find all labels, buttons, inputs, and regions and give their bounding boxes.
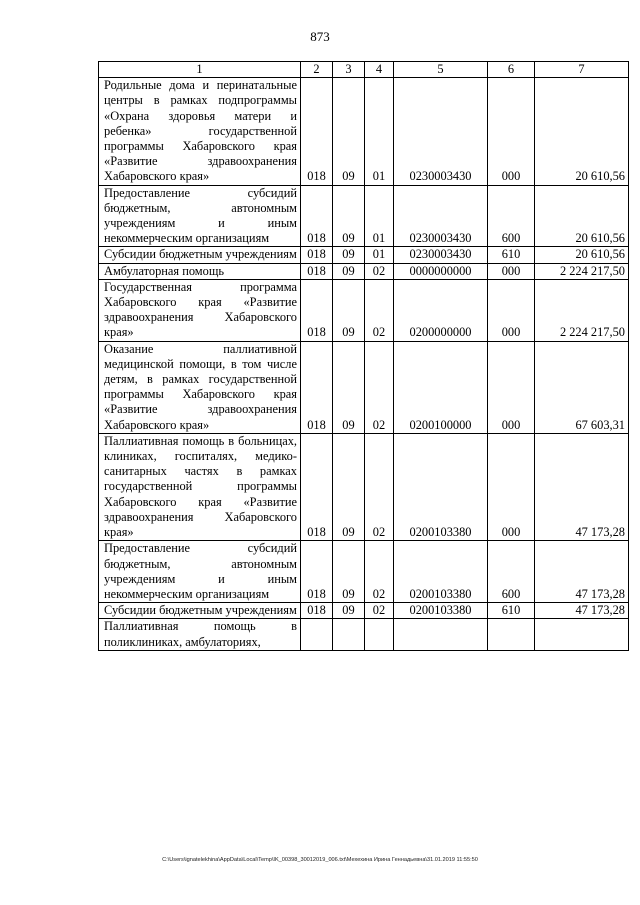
expense-type-cell: 600 bbox=[488, 541, 535, 603]
section-code-cell: 09 bbox=[333, 247, 365, 263]
row-name-cell: Субсидии бюджетным учреждениям bbox=[99, 247, 301, 263]
amount-cell: 47 173,28 bbox=[535, 433, 629, 540]
ministry-code-cell: 018 bbox=[301, 541, 333, 603]
column-header: 2 bbox=[301, 62, 333, 78]
target-article-cell: 0200103380 bbox=[394, 541, 488, 603]
expense-type-cell: 610 bbox=[488, 603, 535, 619]
table-row bbox=[99, 541, 629, 603]
row-name-cell: Амбулаторная помощь bbox=[99, 263, 301, 279]
section-code-cell: 09 bbox=[333, 263, 365, 279]
target-article-cell: 0200103380 bbox=[394, 433, 488, 540]
ministry-code-cell: 018 bbox=[301, 279, 333, 341]
expense-type-cell: 000 bbox=[488, 279, 535, 341]
target-article-cell: 0000000000 bbox=[394, 263, 488, 279]
row-name-cell: Паллиативная помощь в больницах, клиниках, госпиталях, медико-санитарных частях в рамках государственной программы Хабаровского края «Развитие здравоохранения Хабаровского края» bbox=[99, 433, 301, 540]
subsection-code-cell: 02 bbox=[365, 279, 394, 341]
section-code-cell: 09 bbox=[333, 78, 365, 185]
expense-type-cell: 610 bbox=[488, 247, 535, 263]
table-row bbox=[99, 78, 629, 185]
expense-type-cell: 000 bbox=[488, 78, 535, 185]
target-article-cell: 0230003430 bbox=[394, 247, 488, 263]
file-path-footer: C:\Users\ignatelekhina\AppData\Local\Temp\IK_00398_30012019_006.txt\Мехехина Ирина Геннадьевна\31.01.2019 11:55:50 bbox=[162, 857, 478, 863]
table-row bbox=[99, 619, 629, 650]
subsection-code-cell: 01 bbox=[365, 185, 394, 247]
row-name-cell: Субсидии бюджетным учреждениям bbox=[99, 603, 301, 619]
table-row bbox=[99, 279, 629, 341]
column-header: 4 bbox=[365, 62, 394, 78]
table-row bbox=[99, 433, 629, 540]
section-code-cell bbox=[333, 619, 365, 650]
amount-cell: 2 224 217,50 bbox=[535, 279, 629, 341]
target-article-cell bbox=[394, 619, 488, 650]
table-row bbox=[99, 341, 629, 433]
header-row bbox=[99, 62, 629, 78]
row-name-cell: Паллиативная помощь в поликлиниках, амбулаториях, bbox=[99, 619, 301, 650]
target-article-cell: 0200100000 bbox=[394, 341, 488, 433]
ministry-code-cell: 018 bbox=[301, 433, 333, 540]
target-article-cell: 0200103380 bbox=[394, 603, 488, 619]
target-article-cell: 0230003430 bbox=[394, 185, 488, 247]
column-header: 7 bbox=[535, 62, 629, 78]
ministry-code-cell: 018 bbox=[301, 603, 333, 619]
ministry-code-cell bbox=[301, 619, 333, 650]
amount-cell: 20 610,56 bbox=[535, 247, 629, 263]
column-header: 6 bbox=[488, 62, 535, 78]
row-name-cell: Предоставление субсидий бюджетным, автономным учреждениям и иным некоммерческим организациям bbox=[99, 185, 301, 247]
page-number: 873 bbox=[310, 29, 330, 44]
expense-type-cell: 000 bbox=[488, 433, 535, 540]
table-row bbox=[99, 185, 629, 247]
ministry-code-cell: 018 bbox=[301, 341, 333, 433]
subsection-code-cell: 02 bbox=[365, 263, 394, 279]
amount-cell: 20 610,56 bbox=[535, 185, 629, 247]
ministry-code-cell: 018 bbox=[301, 247, 333, 263]
table-row bbox=[99, 263, 629, 279]
ministry-code-cell: 018 bbox=[301, 263, 333, 279]
column-header: 1 bbox=[99, 62, 301, 78]
subsection-code-cell: 01 bbox=[365, 247, 394, 263]
table-row bbox=[99, 247, 629, 263]
column-header: 3 bbox=[333, 62, 365, 78]
column-header: 5 bbox=[394, 62, 488, 78]
expense-type-cell: 000 bbox=[488, 341, 535, 433]
section-code-cell: 09 bbox=[333, 541, 365, 603]
subsection-code-cell: 02 bbox=[365, 603, 394, 619]
section-code-cell: 09 bbox=[333, 433, 365, 540]
ministry-code-cell: 018 bbox=[301, 185, 333, 247]
expense-type-cell: 000 bbox=[488, 263, 535, 279]
row-name-cell: Родильные дома и перинатальные центры в рамках подпрограммы «Охрана здоровья матери и ребенка» государственной программы Хабаровского края «Развитие здравоохранения Хабаровского края» bbox=[99, 78, 301, 185]
amount-cell: 2 224 217,50 bbox=[535, 263, 629, 279]
subsection-code-cell: 02 bbox=[365, 541, 394, 603]
target-article-cell: 0230003430 bbox=[394, 78, 488, 185]
row-name-cell: Оказание паллиативной медицинской помощи, в том числе детям, в рамках государственной программы Хабаровского края «Развитие здравоохранения Хабаровского края» bbox=[99, 341, 301, 433]
table-row bbox=[99, 603, 629, 619]
row-name-cell: Предоставление субсидий бюджетным, автономным учреждениям и иным некоммерческим организациям bbox=[99, 541, 301, 603]
subsection-code-cell: 02 bbox=[365, 341, 394, 433]
budget-table bbox=[98, 61, 629, 651]
subsection-code-cell: 02 bbox=[365, 433, 394, 540]
subsection-code-cell bbox=[365, 619, 394, 650]
ministry-code-cell: 018 bbox=[301, 78, 333, 185]
subsection-code-cell: 01 bbox=[365, 78, 394, 185]
expense-type-cell: 600 bbox=[488, 185, 535, 247]
section-code-cell: 09 bbox=[333, 279, 365, 341]
amount-cell: 67 603,31 bbox=[535, 341, 629, 433]
amount-cell: 20 610,56 bbox=[535, 78, 629, 185]
amount-cell bbox=[535, 619, 629, 650]
section-code-cell: 09 bbox=[333, 341, 365, 433]
expense-type-cell bbox=[488, 619, 535, 650]
target-article-cell: 0200000000 bbox=[394, 279, 488, 341]
section-code-cell: 09 bbox=[333, 603, 365, 619]
row-name-cell: Государственная программа Хабаровского края «Развитие здравоохранения Хабаровского края» bbox=[99, 279, 301, 341]
amount-cell: 47 173,28 bbox=[535, 541, 629, 603]
amount-cell: 47 173,28 bbox=[535, 603, 629, 619]
section-code-cell: 09 bbox=[333, 185, 365, 247]
